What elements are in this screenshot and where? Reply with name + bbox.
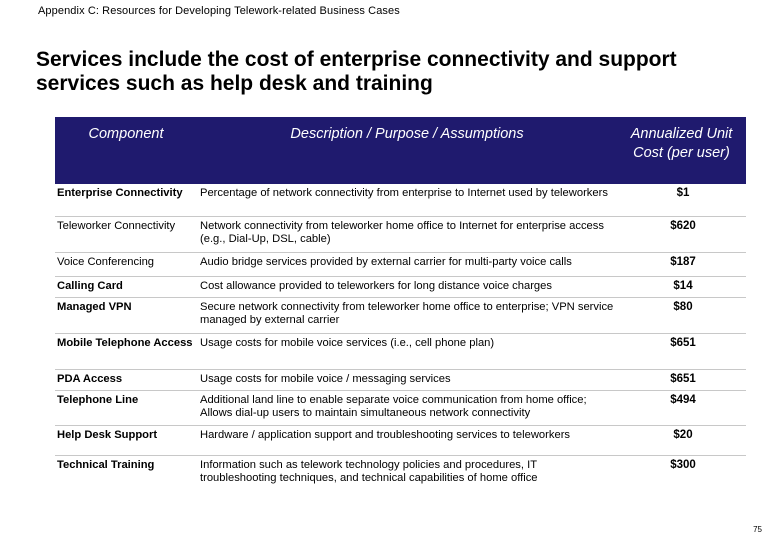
table-row <box>55 184 746 217</box>
table-row <box>55 370 746 391</box>
column-header-description: Description / Purpose / Assumptions <box>290 126 524 142</box>
cost-cell: $14 <box>673 280 693 292</box>
component-cell: Enterprise Connectivity <box>57 187 183 199</box>
table-row <box>55 391 746 426</box>
cost-cell: $494 <box>670 394 696 406</box>
cost-cell: $651 <box>670 337 696 349</box>
table-row <box>55 253 746 277</box>
component-cell: Managed VPN <box>57 301 132 313</box>
description-cell: Secure network connectivity from teleworker home office to enterprise; VPN service managed by external carrier <box>200 301 614 326</box>
cost-cell: $651 <box>670 373 696 385</box>
component-cell: Help Desk Support <box>57 429 158 441</box>
table-row <box>55 426 746 456</box>
description-cell: Percentage of network connectivity from enterprise to Internet used by teleworkers <box>200 187 608 199</box>
cost-cell: $300 <box>670 459 696 471</box>
cost-cell: $187 <box>670 256 696 268</box>
cost-cell: $80 <box>673 301 693 313</box>
component-cell: PDA Access <box>57 373 123 385</box>
cost-cell: $620 <box>670 220 696 232</box>
cost-cell: $20 <box>673 429 693 441</box>
table-header <box>55 117 746 184</box>
description-cell: Hardware / application support and troubleshooting services to teleworkers <box>200 429 571 441</box>
table-row <box>55 456 746 490</box>
description-cell: Cost allowance provided to teleworkers for long distance voice charges <box>200 280 552 292</box>
table-row <box>55 334 746 370</box>
description-cell: Additional land line to enable separate voice communication from home office; Allows dial-up users to maintain simultaneous network connectivity <box>200 394 587 419</box>
description-cell: Usage costs for mobile voice / messaging services <box>200 373 451 385</box>
description-cell: Information such as telework technology policies and procedures, IT troubleshooting techniques, and technical capabilities of home office <box>200 459 538 484</box>
component-cell: Telephone Line <box>57 394 139 406</box>
component-cell: Technical Training <box>57 459 155 471</box>
component-cell: Calling Card <box>57 280 123 292</box>
description-cell: Usage costs for mobile voice services (i.e., cell phone plan) <box>200 337 495 349</box>
page-title: Services include the cost of enterprise connectivity and support services such as help desk and training <box>36 48 677 95</box>
table-row <box>55 277 746 298</box>
cost-cell: $1 <box>676 187 690 199</box>
table-row <box>55 217 746 253</box>
description-cell: Audio bridge services provided by external carrier for multi-party voice calls <box>200 256 572 268</box>
appendix-label: Appendix C: Resources for Developing Telework-related Business Cases <box>38 5 400 17</box>
cost-table <box>55 117 746 490</box>
component-cell: Mobile Telephone Access <box>57 337 193 349</box>
description-cell: Network connectivity from teleworker home office to Internet for enterprise access (e.g., Dial-Up, DSL, cable) <box>200 220 604 245</box>
column-header-component: Component <box>88 126 164 142</box>
component-cell: Voice Conferencing <box>57 256 155 268</box>
column-header-cost: Annualized Unit Cost (per user) <box>630 126 733 161</box>
component-cell: Teleworker Connectivity <box>57 220 176 232</box>
page-number: 75 <box>753 525 762 534</box>
table-row <box>55 298 746 334</box>
